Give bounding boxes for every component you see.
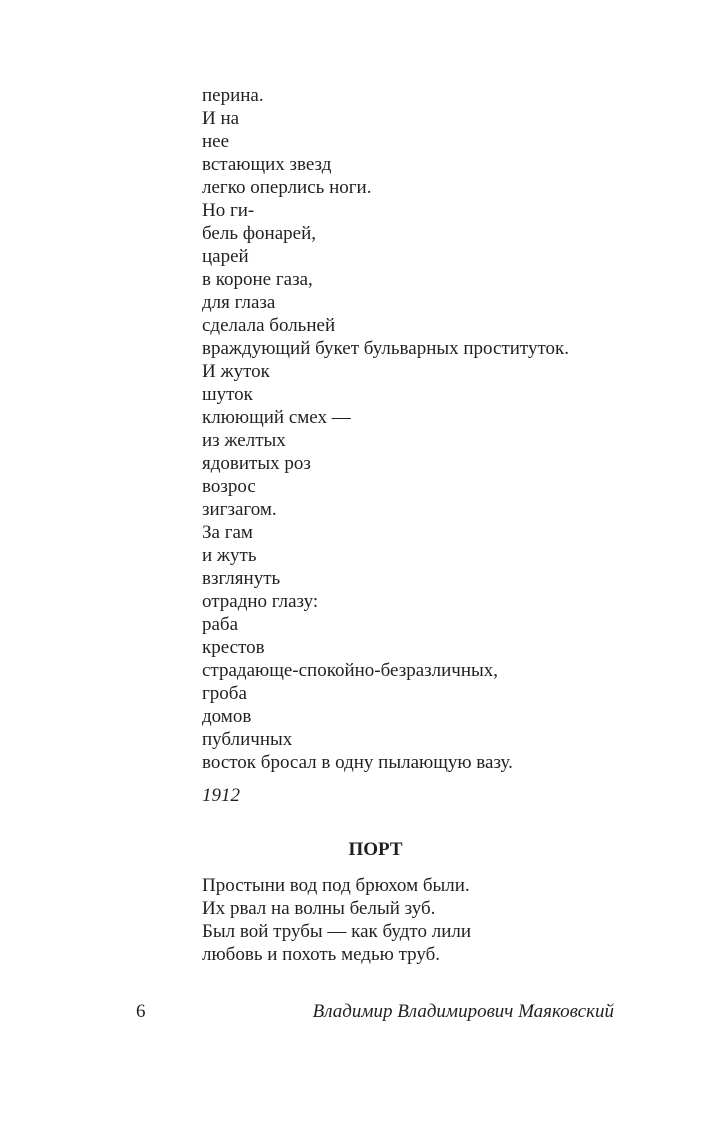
poem-year: 1912 bbox=[202, 785, 240, 806]
poem-line: и жуть bbox=[202, 545, 257, 566]
poem-line: ядовитых роз bbox=[202, 453, 311, 474]
poem-line: Был вой трубы — как будто лили bbox=[202, 921, 472, 942]
poem-line: шуток bbox=[202, 384, 253, 405]
poem-line: раба bbox=[202, 614, 239, 635]
poem-line: бель фонарей, bbox=[202, 223, 317, 244]
poem-line: отрадно глазу: bbox=[202, 591, 319, 612]
poem-line: сделала больней bbox=[202, 315, 336, 336]
poem-line: из желтых bbox=[202, 430, 286, 451]
poem-line: любовь и похоть медью труб. bbox=[202, 944, 441, 965]
poem-line: восток бросал в одну пылающую вазу. bbox=[202, 752, 513, 773]
poem-line: возрос bbox=[202, 476, 256, 497]
poem-body bbox=[202, 84, 569, 774]
poem-line: гроба bbox=[202, 683, 247, 704]
poem-line: И на bbox=[202, 108, 240, 129]
poem-line: зигзагом. bbox=[202, 499, 277, 520]
poem-line: Простыни вод под брюхом были. bbox=[202, 875, 470, 896]
poem-line: Но ги- bbox=[202, 200, 255, 221]
poem-line: публичных bbox=[202, 729, 293, 750]
poem-line: встающих звезд bbox=[202, 154, 332, 175]
poem-line: домов bbox=[202, 706, 252, 727]
poem-line: в короне газа, bbox=[202, 269, 313, 290]
poem-line: царей bbox=[202, 246, 249, 267]
poem-line: легко оперлись ноги. bbox=[202, 177, 372, 198]
poem-line: взглянуть bbox=[202, 568, 281, 589]
poem-body-port bbox=[202, 874, 471, 966]
poem-line: страдающе-спокойно-безразличных, bbox=[202, 660, 499, 681]
poem-line: крестов bbox=[202, 637, 265, 658]
poem-line: И жуток bbox=[202, 361, 270, 382]
poem-line: для глаза bbox=[202, 292, 276, 313]
page-number: 6 bbox=[136, 1001, 146, 1022]
poem-line: Их рвал на волны белый зуб. bbox=[202, 898, 436, 919]
poem-line: За гам bbox=[202, 522, 253, 543]
running-footer-author: Владимир Владимирович Маяковский bbox=[312, 1001, 614, 1022]
poem-line: враждующий букет бульварных проституток. bbox=[202, 338, 570, 359]
poem-line: перина. bbox=[202, 85, 264, 106]
poem-line: клюющий смех — bbox=[202, 407, 351, 428]
poem-title: ПОРТ bbox=[348, 839, 403, 860]
poem-line: нее bbox=[202, 131, 230, 152]
